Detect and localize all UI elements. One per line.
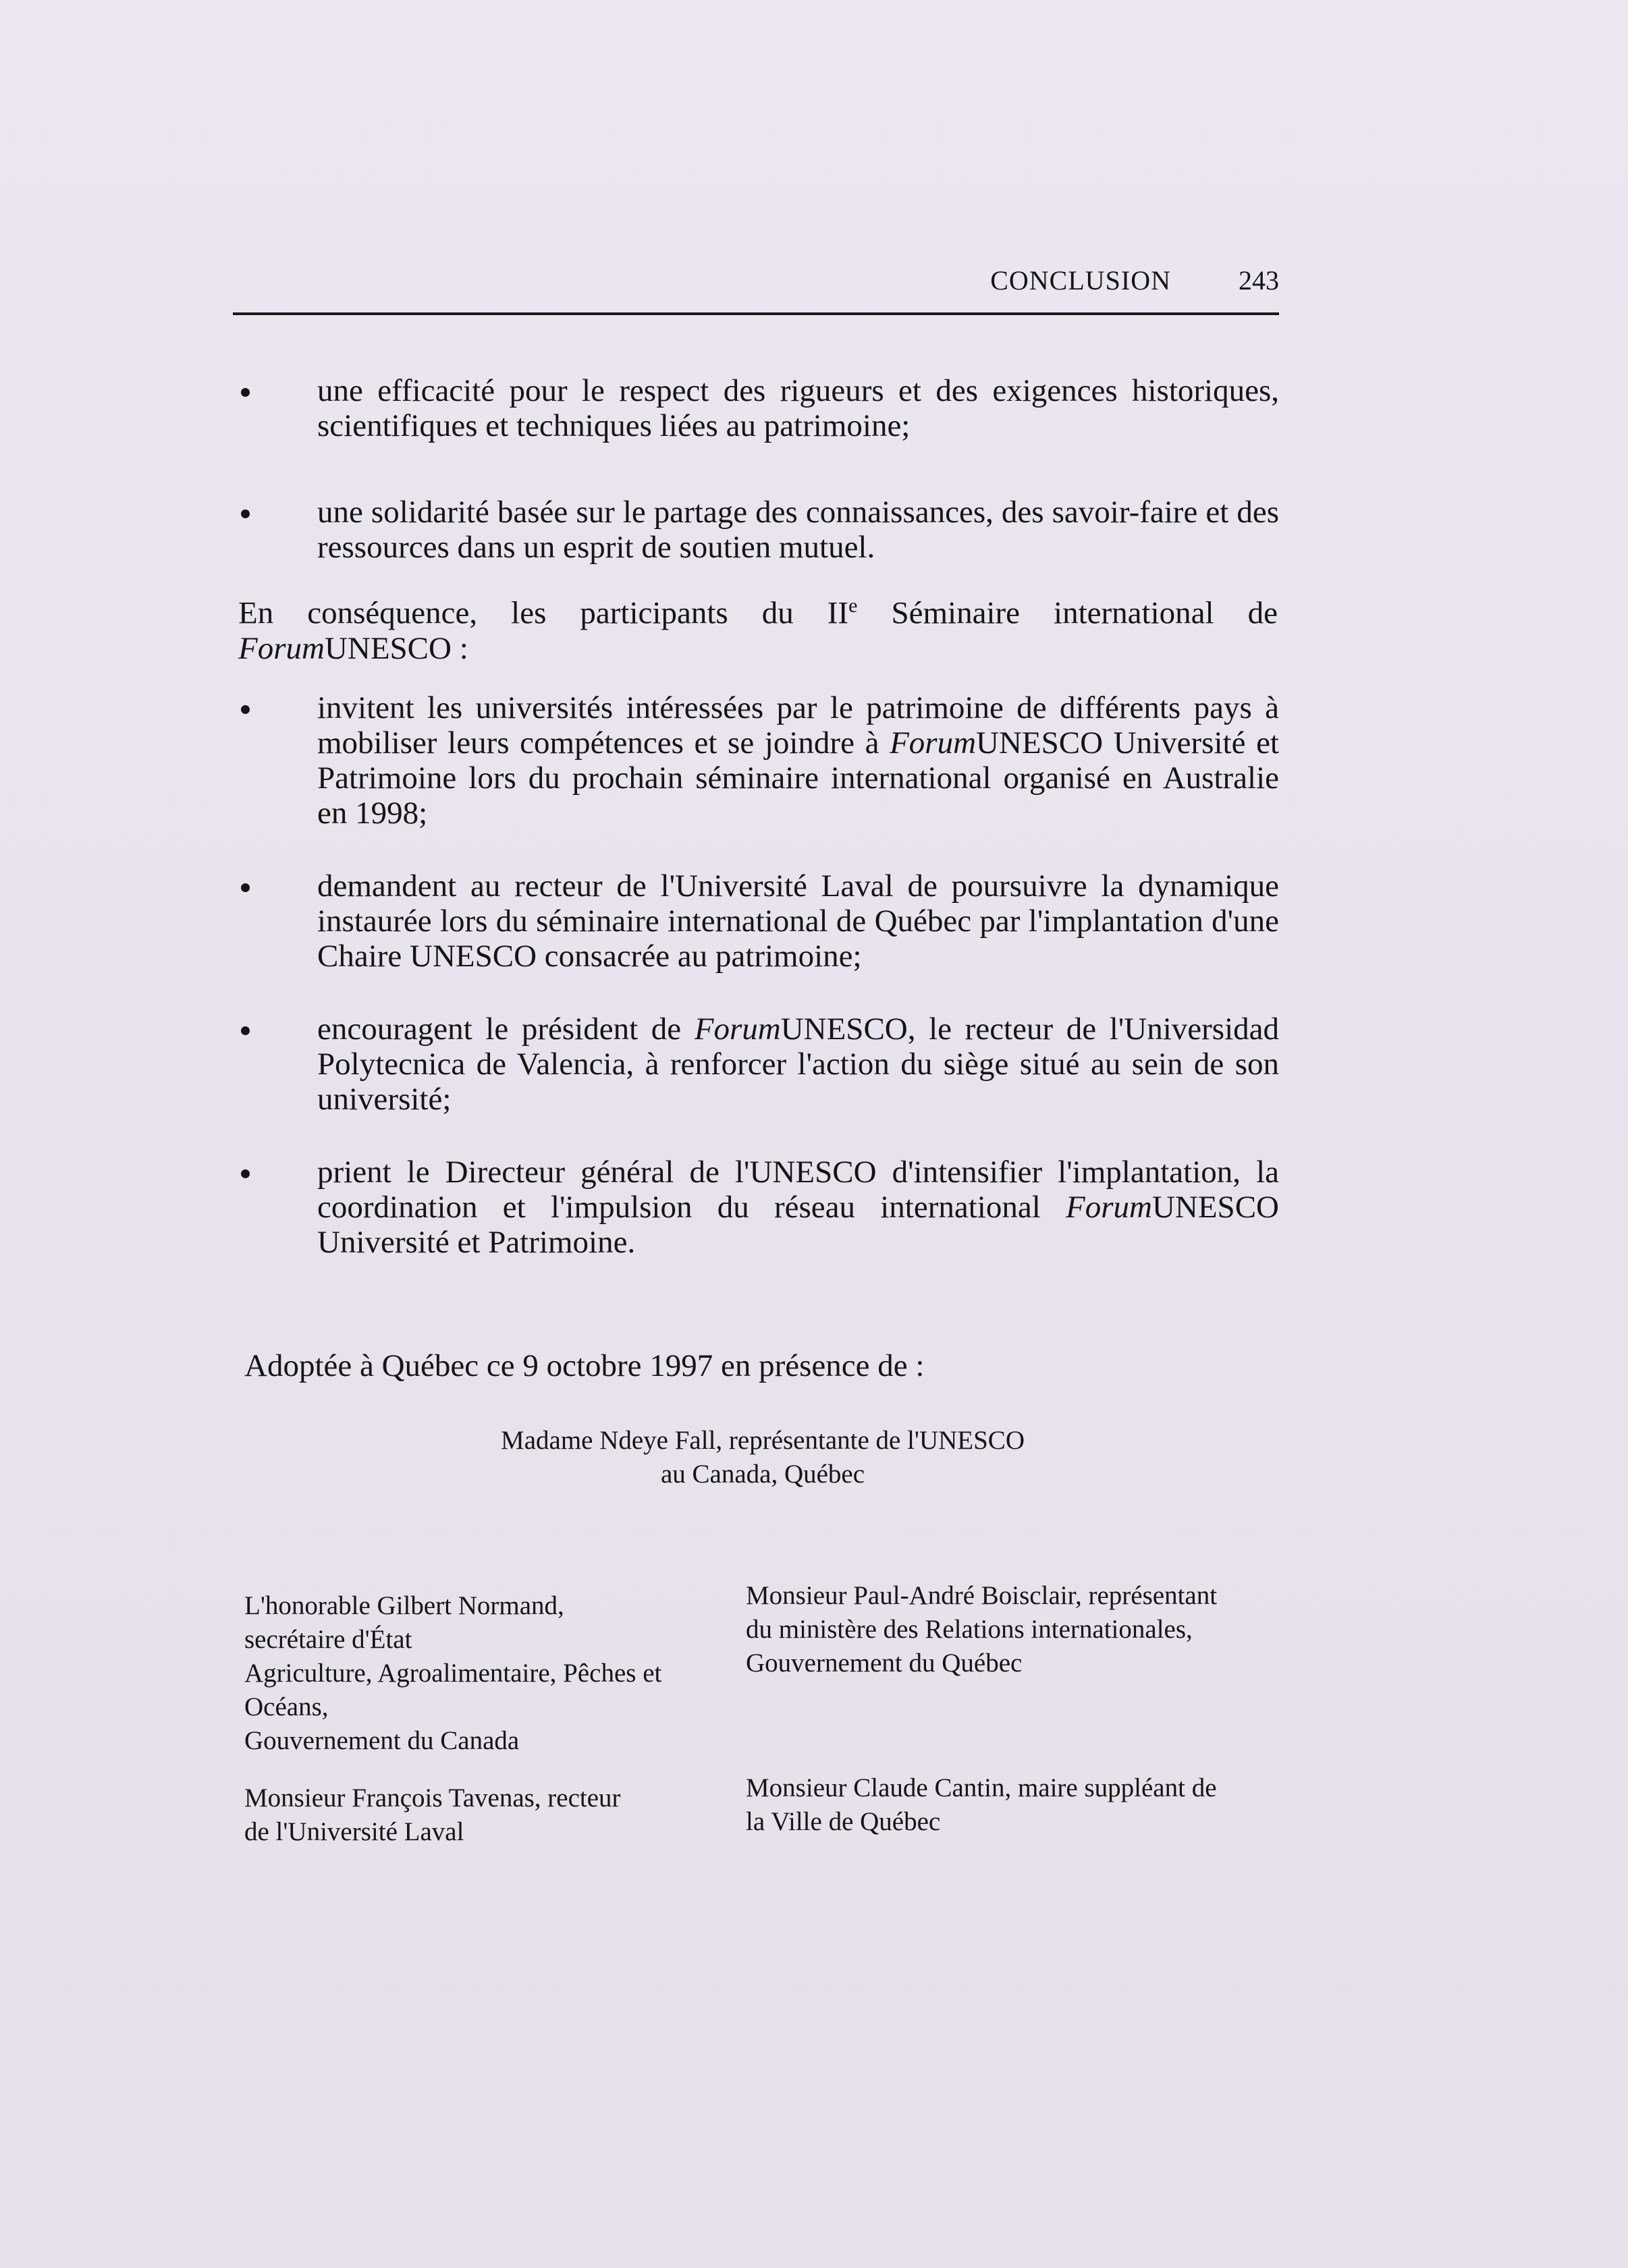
bullet-icon [241,388,250,397]
principles-list [233,373,1279,565]
running-head: CONCLUSION [990,265,1171,296]
signatory-tavenas: Monsieur François Tavenas, recteur de l'Université Laval [244,1783,621,1846]
bullet-icon [241,1026,250,1035]
consequence-paragraph: En conséquence, les participants du IIe Séminaire international de ForumUNESCO : [238,594,1278,666]
bullet-icon [241,1169,250,1178]
bullet-icon [241,705,250,714]
signatory-normand: L'honorable Gilbert Normand, secrétaire d'État Agriculture, Agroalimentaire, Pêches et Océans, Gouvernement du Canada [244,1591,662,1755]
list-item: demandent au recteur de l'Université Laval de poursuivre la dynamique instaurée lors du séminaire international de Québec par l'implantation d'une Chaire UNESCO consacrée au patrimoine; [233,868,1279,974]
adoption-statement: Adoptée à Québec ce 9 octobre 1997 en présence de : [244,1348,925,1383]
signatory-boisclair: Monsieur Paul-André Boisclair, représentant du ministère des Relations internationales, Gouvernement du Québec [746,1581,1218,1678]
page-header [233,265,1279,302]
list-item: encouragent le président de ForumUNESCO, le recteur de l'Universidad Polytecnica de Valencia, à renforcer l'action du siège situé au sein de son université; [233,1012,1279,1117]
signatory-cantin: Monsieur Claude Cantin, maire suppléant de la Ville de Québec [746,1773,1217,1836]
witness-main: Madame Ndeye Fall, représentante de l'UNESCO au Canada, Québec [501,1426,1025,1489]
resolutions-list [233,690,1279,1260]
list-item: une solidarité basée sur le partage des connaissances, des savoir-faire et des ressources dans un esprit de soutien mutuel. [233,495,1279,565]
bullet-icon [241,883,250,892]
page-number: 243 [1239,265,1279,296]
list-item: invitent les universités intéressées par le patrimoine de différents pays à mobiliser leurs compétences et se joindre à ForumUNESCO Université et Patrimoine lors du prochain séminaire international organisé en Australie en 1998; [233,690,1279,831]
list-item: une efficacité pour le respect des rigueurs et des exigences historiques, scientifiques et techniques liées au patrimoine; [233,373,1279,443]
header-rule [233,312,1279,315]
bullet-icon [241,509,250,518]
list-item: prient le Directeur général de l'UNESCO d'intensifier l'implantation, la coordination et l'impulsion du réseau international ForumUNESCO Université et Patrimoine. [233,1155,1279,1260]
